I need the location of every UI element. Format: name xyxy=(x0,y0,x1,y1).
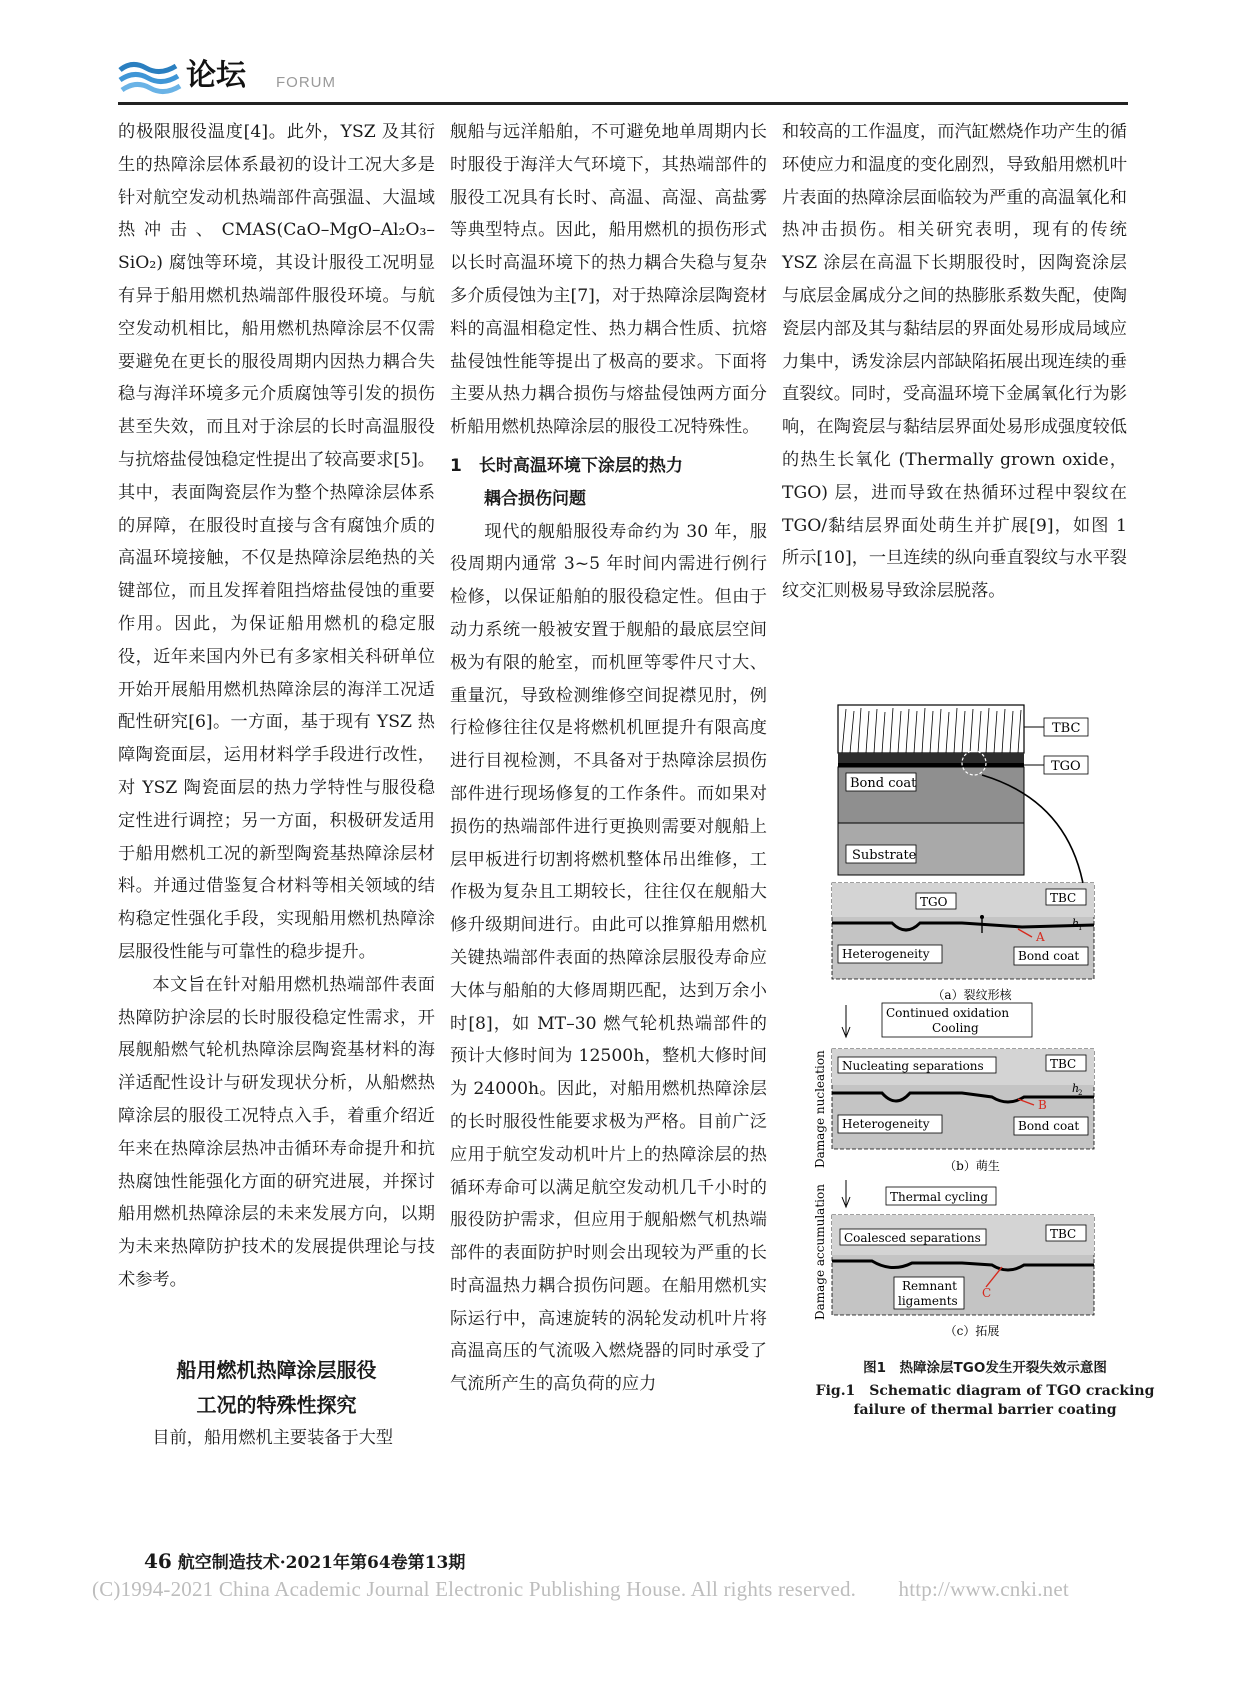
paragraph: 目前，船用燃机主要装备于大型 xyxy=(152,1428,394,1448)
subsection-heading: 耦合损伤问题 xyxy=(484,488,586,509)
label-substrate: Substrate xyxy=(852,848,917,863)
label-tbc: TBC xyxy=(1050,891,1077,905)
page-header xyxy=(118,50,1128,106)
label-heterogeneity: Heterogeneity xyxy=(842,947,930,961)
label-mark-a: A xyxy=(1036,930,1045,944)
header-rule xyxy=(118,102,1128,105)
label-remnant: Remnant xyxy=(902,1279,957,1293)
tgo-band xyxy=(838,763,1024,767)
bond-interface-band xyxy=(838,753,1024,763)
label-continued-oxidation: Continued oxidation xyxy=(886,1006,1010,1020)
panel-c xyxy=(832,1215,1094,1315)
journal-info: 航空制造技术·2021年第64卷第13期 xyxy=(177,1553,466,1573)
paragraph: 本文旨在针对船用燃机热端部件表面热障防护涂层的长时服役稳定性需求，开展舰船燃气轮机热障涂层陶瓷基材料的海洋适配性设计与研发现状分析，从船燃热障涂层的服役工况特点入手，着重介绍近年来在热障涂层热冲击循环寿命提升和抗热腐蚀性能强化方面的研究进展，并探讨船用燃机热障涂层的未来发展方向，以期为未来热障防护技术的发展提供理论与技术参考。 xyxy=(118,974,435,1290)
subsection-heading: 1 长时高温环境下涂层的热力 xyxy=(450,455,683,476)
label-tbc: TBC xyxy=(1050,1227,1077,1241)
section-title: 论坛 xyxy=(186,58,246,93)
panel-a-label: （a）裂纹形核 xyxy=(932,988,1012,1002)
label-ligaments: ligaments xyxy=(898,1294,958,1308)
label-bond-coat: Bond coat xyxy=(850,776,917,791)
page-footer xyxy=(144,1548,465,1573)
journal-logo-icon xyxy=(118,56,182,100)
section-title-en: FORUM xyxy=(276,74,336,91)
paragraph: 现代的舰船服役寿命约为 30 年，服役周期内通常 3~5 年时间内需进行例行检修，以保证船舶的服役稳定性。但由于动力系统一般被安置于舰船的最底层空间极为有限的舱室，而机匣等零件尺寸大、重量沉，导致检测维修空间捉襟见肘，例行检修往往仅是将燃机机匣提升有限高度进行目视检测，不具备对于热障涂层损伤部件进行现场修复的工作条件。而如果对损伤的热端部件进行更换则需要对舰船上层甲板进行切割将燃机整体吊出维修，工作极为复杂且工期较长，往往仅在舰船大修升级期间进行。由此可以推算船用燃机关键热端部件表面的热障涂层服役寿命应大体与船舶的大修周期匹配，达到万余小时[8]，如 MT–30 燃气轮机热端部件的预计大修时间为 12500h，整机大修时间为 24000h。因此，对船用燃机热障涂层的长时服役性能要求极为严格。目前广泛应用于航空发动机叶片上的热障涂层的热循环寿命可以满足航空发动机几千小时的服役防护需求，但应用于舰船燃气机热端部件的表面防护时则会出现较为严重的长时高温热力耦合损伤问题。在船用燃机实际运行中，高速旋转的涡轮发动机叶片将高温高压的气流吸入燃烧器的同时承受了气流所产生的高负荷的应力 xyxy=(450,521,767,1395)
section-heading-line: 船用燃机热障涂层服役 xyxy=(176,1358,377,1382)
label-bond-coat: Bond coat xyxy=(1018,949,1080,963)
page-number: 46 xyxy=(144,1549,172,1573)
panel-c-label: （c）拓展 xyxy=(944,1324,1000,1338)
label-tbc: TBC xyxy=(1050,1057,1077,1071)
label-h1-sub: 1 xyxy=(1078,924,1083,932)
side-label-damage-nucleation: Damage nucleation xyxy=(813,1050,827,1168)
paragraph: 和较高的工作温度，而汽缸燃烧作功产生的循环使应力和温度的变化剧烈，导致船用燃机叶片表面的热障涂层面临较为严重的高温氧化和热冲击损伤。相关研究表明，现有的传统 YSZ 涂层在高温下长期服役时，因陶瓷涂层与底层金属成分之间的热膨胀系数失配，使陶瓷层内部及其与黏结层的界面处易形成局域应力集中，诱发涂层内部缺陷拓展出现连续的垂直裂纹。同时，受高温环境下金属氧化行为影响，在陶瓷层与黏结层界面处易形成强度较低的热生长氧化 (Thermally grown oxide，TGO) 层，进而导致在热循环过程中裂纹在 TGO/黏结层界面处萌生并扩展[9]，如图 1 所示[10]，一旦连续的纵向垂直裂纹与水平裂纹交汇则极易导致涂层脱落。 xyxy=(782,122,1127,602)
paragraph: 舰船与远洋船舶，不可避免地单周期内长时服役于海洋大气环境下，其热端部件的服役工况具有长时、高温、高湿、高盐雾等典型特点。因此，船用燃机的损伤形式以长时高温环境下的热力耦合失稳与复杂多介质侵蚀为主[7]，对于热障涂层陶瓷材料的高温相稳定性、热力耦合性质、抗熔盐侵蚀性能等提出了极高的要求。下面将主要从热力耦合损伤与熔盐侵蚀两方面分析船用燃机热障涂层的服役工况特殊性。 xyxy=(450,122,767,438)
column-1 xyxy=(118,116,435,1297)
copyright-watermark: (C)1994-2021 China Academic Journal Electronic Publishing House. All rights reserved. http://www.cnki.net xyxy=(92,1577,1069,1601)
figure-1 xyxy=(813,705,1132,1415)
label-tgo: TGO xyxy=(1051,759,1081,774)
figure-caption-cn: 图1 热障涂层TGO发生开裂失效示意图 xyxy=(863,1360,1107,1376)
panel-b-label: （b）萌生 xyxy=(944,1159,1000,1173)
label-mark-c: C xyxy=(982,1286,992,1300)
label-nucleating-separations: Nucleating separations xyxy=(842,1059,984,1073)
label-tgo: TGO xyxy=(920,895,948,909)
section-heading-line: 工况的特殊性探究 xyxy=(196,1393,357,1417)
label-cooling: Cooling xyxy=(932,1021,979,1035)
figure-caption-en-2: failure of thermal barrier coating xyxy=(853,1402,1117,1418)
section-heading xyxy=(118,1353,435,1423)
column-2 xyxy=(450,116,767,1401)
panel-a xyxy=(832,883,1094,979)
label-h1: h xyxy=(1072,917,1080,930)
label-coalesced-separations: Coalesced separations xyxy=(844,1231,981,1245)
label-heterogeneity: Heterogeneity xyxy=(842,1117,930,1131)
label-tbc: TBC xyxy=(1052,721,1081,736)
label-mark-b: B xyxy=(1038,1098,1047,1112)
label-h2: h xyxy=(1072,1082,1080,1095)
side-label-damage-accumulation: Damage accumulation xyxy=(813,1184,827,1320)
column-3 xyxy=(782,116,1127,608)
panel-b xyxy=(832,1049,1094,1149)
column-1-tail xyxy=(118,1422,435,1455)
label-bond-coat: Bond coat xyxy=(1018,1119,1080,1133)
figure-caption-en-1: Fig.1 Schematic diagram of TGO cracking xyxy=(815,1383,1155,1399)
label-thermal-cycling: Thermal cycling xyxy=(890,1190,989,1204)
label-h2-sub: 2 xyxy=(1078,1089,1083,1097)
paragraph: 的极限服役温度[4]。此外，YSZ 及其衍生的热障涂层体系最初的设计工况大多是针对航空发动机热端部件高强温、大温域热冲击、CMAS(CaO–MgO–Al₂O₃–SiO₂) 腐蚀等环境，其设计服役工况明显有异于船用燃机热端部件服役环境。与航空发动机相比，船用燃机热障涂层不仅需要避免在更长的服役周期内因热力耦合失稳与海洋环境多元介质腐蚀等引发的损伤甚至失效，而且对于涂层的长时高温服役与抗熔盐侵蚀稳定性提出了较高要求[5]。其中，表面陶瓷层作为整个热障涂层体系的屏障，在服役时直接与含有腐蚀介质的高温环境接触，不仅是热障涂层绝热的关键部位，而且发挥着阻挡熔盐侵蚀的重要作用。因此，为保证船用燃机的稳定服役，近年来国内外已有多家相关科研单位开始开展船用燃机热障涂层的海洋工况适配性研究[6]。一方面，基于现有 YSZ 热障陶瓷面层，运用材料学手段进行改性，对 YSZ 陶瓷面层的热力学特性与服役稳定性进行调控；另一方面，积极研发适用于船用燃机工况的新型陶瓷基热障涂层材料。并通过借鉴复合材料等相关领域的结构稳定性强化手段，实现船用燃机热障涂层服役性能与可靠性的稳步提升。 xyxy=(118,122,435,962)
